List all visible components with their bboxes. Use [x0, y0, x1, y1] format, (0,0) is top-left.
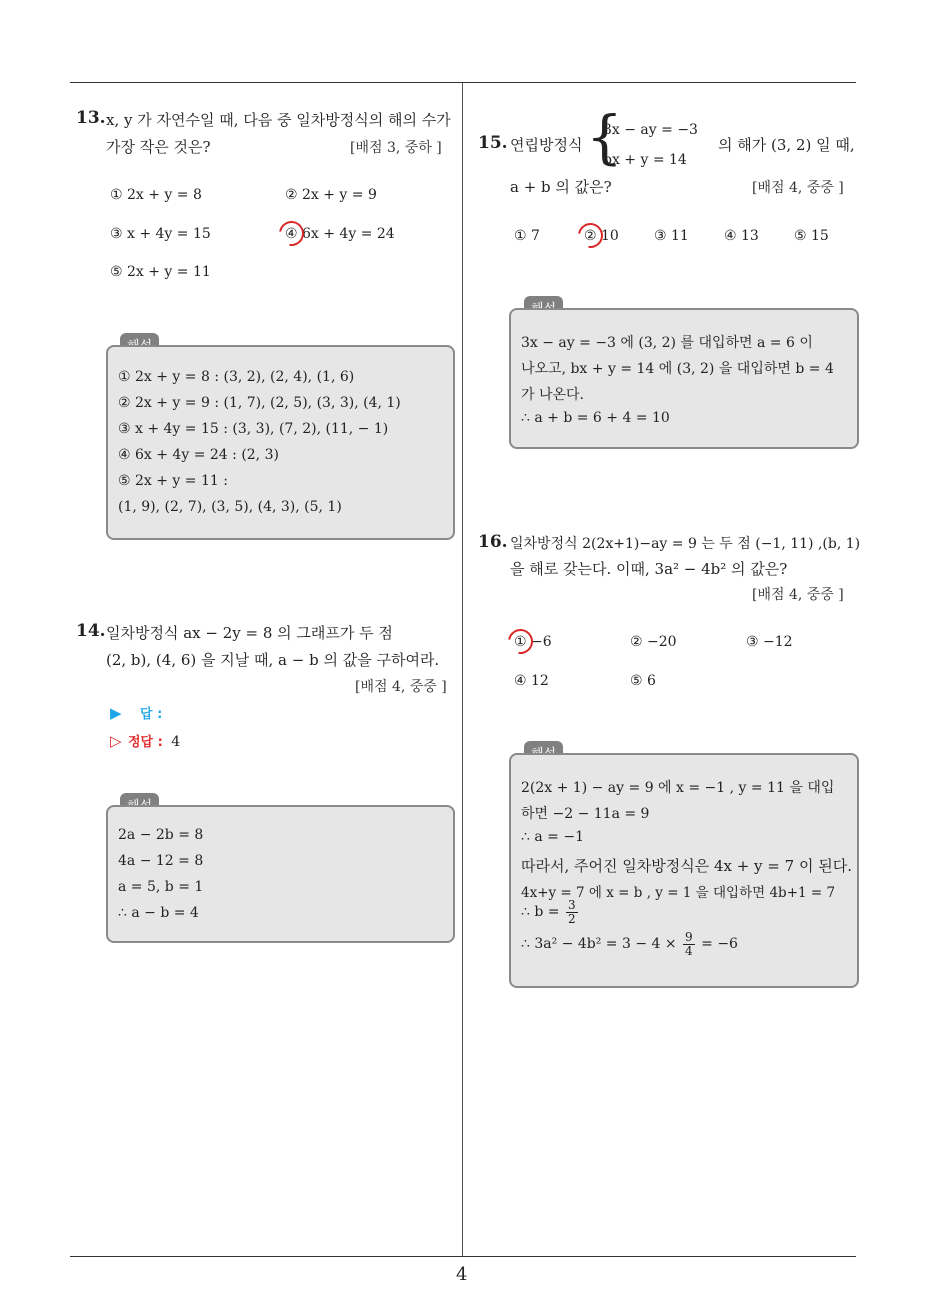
q13-explain-box: [106, 345, 455, 540]
q14-meta: [배점 4, 중중 ]: [355, 679, 447, 695]
q16-text-line2: 을 해로 갖는다. 이때, 3a² − 4b² 의 값은?: [510, 560, 788, 578]
q15-explain-line: 3x − ay = −3 에 (3, 2) 를 대입하면 a = 6 이: [521, 335, 813, 351]
q15-eq1: 3x − ay = −3: [603, 122, 698, 138]
q16-b-numerator: 3: [567, 898, 576, 912]
q16-explain-box: [509, 753, 859, 988]
q15-explain-line: ∴ a + b = 6 + 4 = 10: [521, 410, 670, 426]
q16-explain-b-line: [521, 899, 580, 925]
q16-final-prefix: ∴ 3a² − 4b² = 3 − 4 ×: [521, 936, 677, 953]
q14-explain-box: [106, 805, 455, 943]
q14-explain-line: 2a − 2b = 8: [118, 827, 204, 843]
q13-text-line1: x, y 가 자연수일 때, 다음 중 일차방정식의 해의 수가: [106, 111, 451, 129]
q16-explain-line: 4x+y = 7 에 x = b , y = 1 을 대입하면 4b+1 = 7: [521, 885, 836, 901]
play-icon: ▶: [110, 704, 122, 722]
q16-text-line1: 일차방정식 2(2x+1)−ay = 9 는 두 점 (−1, 11) ,(b, 1): [510, 536, 861, 552]
q14-correct-row: [110, 731, 180, 750]
bottom-rule: [70, 1256, 856, 1257]
q15-explain-box: [509, 308, 859, 449]
q15-option-3[interactable]: ③ 11: [654, 228, 689, 244]
play-outline-icon: ▷: [110, 732, 122, 750]
q16-explain-final-line: [521, 931, 738, 957]
q16-option-2[interactable]: ② −20: [630, 634, 677, 650]
q15-meta: [배점 4, 중중 ]: [752, 180, 844, 196]
q15-explain-line: 가 나온다.: [521, 387, 584, 403]
q16-final-denominator: 4: [685, 943, 693, 958]
q15-text-after: 의 해가 (3, 2) 일 때,: [718, 136, 855, 154]
q14-answer-row[interactable]: [110, 703, 162, 722]
q14-text-line2: (2, b), (4, 6) 을 지날 때, a − b 의 값을 구하여라.: [106, 651, 440, 669]
q13-explain-line: ⑤ 2x + y = 11 :: [118, 473, 228, 489]
q15-option-4[interactable]: ④ 13: [724, 228, 759, 244]
q16-number: 16.: [478, 532, 508, 552]
q14-explain-line: 4a − 12 = 8: [118, 853, 204, 869]
q15-text-line2: a + b 의 값은?: [510, 178, 612, 196]
q13-option-1[interactable]: ① 2x + y = 8: [110, 187, 202, 203]
q16-option-3[interactable]: ③ −12: [746, 634, 793, 650]
page-number: 4: [456, 1264, 468, 1285]
q13-explain-line: (1, 9), (2, 7), (3, 5), (4, 3), (5, 1): [118, 499, 342, 515]
q14-correct-value: 4: [171, 734, 181, 750]
q16-option-1[interactable]: ① −6: [514, 634, 552, 650]
q16-option-5[interactable]: ⑤ 6: [630, 673, 656, 689]
q14-explain-line: ∴ a − b = 4: [118, 905, 199, 921]
q13-meta: [배점 3, 중하 ]: [350, 140, 442, 156]
q13-option-2[interactable]: ② 2x + y = 9: [285, 187, 377, 203]
q16-b-prefix: ∴ b =: [521, 904, 560, 921]
q15-option-2[interactable]: ② 10: [584, 228, 619, 244]
q13-text-line2: 가장 작은 것은?: [106, 138, 211, 156]
q16-meta: [배점 4, 중중 ]: [752, 587, 844, 603]
q16-explain-line: 하면 −2 − 11a = 9: [521, 806, 650, 822]
q13-explain-line: ④ 6x + 4y = 24 : (2, 3): [118, 447, 279, 463]
q15-option-5[interactable]: ⑤ 15: [794, 228, 829, 244]
q16-final-suffix: = −6: [701, 936, 738, 953]
q14-text-line1: 일차방정식 ax − 2y = 8 의 그래프가 두 점: [106, 624, 393, 642]
q13-option-4[interactable]: ④ 6x + 4y = 24: [285, 226, 395, 242]
q16-b-denominator: 2: [567, 911, 576, 926]
q16-explain-line: 따라서, 주어진 일차방정식은 4x + y = 7 이 된다.: [521, 857, 852, 875]
q15-number: 15.: [478, 133, 508, 153]
q15-answer-mark: [573, 218, 608, 253]
q15-eq2: bx + y = 14: [603, 152, 687, 168]
q13-number: 13.: [76, 108, 106, 128]
top-rule: [70, 82, 856, 83]
q16-answer-mark: [503, 624, 538, 659]
q15-explain-line: 나오고, bx + y = 14 에 (3, 2) 을 대입하면 b = 4: [521, 361, 834, 377]
q16-final-numerator: 9: [685, 930, 693, 944]
column-divider: [462, 83, 463, 1256]
q14-explain-line: a = 5, b = 1: [118, 879, 204, 895]
q13-option-5[interactable]: ⑤ 2x + y = 11: [110, 264, 211, 280]
q14-correct-label: 정답 :: [128, 735, 163, 750]
q15-option-1[interactable]: ① 7: [514, 228, 540, 244]
q16-explain-line: 2(2x + 1) − ay = 9 에 x = −1 , y = 11 을 대입: [521, 780, 835, 796]
q16-final-fraction: [683, 931, 695, 957]
q15-label: 연립방정식: [510, 136, 583, 154]
q16-option-4[interactable]: ④ 12: [514, 673, 549, 689]
q16-b-fraction: [566, 899, 578, 925]
q13-option-3[interactable]: ③ x + 4y = 15: [110, 226, 211, 242]
q13-explain-line: ③ x + 4y = 15 : (3, 3), (7, 2), (11, − 1): [118, 421, 389, 437]
q13-explain-line: ② 2x + y = 9 : (1, 7), (2, 5), (3, 3), (4, 1): [118, 395, 401, 411]
q14-answer-label: 답 :: [140, 707, 163, 722]
q13-explain-line: ① 2x + y = 8 : (3, 2), (2, 4), (1, 6): [118, 369, 355, 385]
q13-answer-mark: [274, 216, 309, 251]
system-brace: {: [586, 103, 623, 171]
q16-explain-line: ∴ a = −1: [521, 829, 584, 845]
q14-number: 14.: [76, 621, 106, 641]
